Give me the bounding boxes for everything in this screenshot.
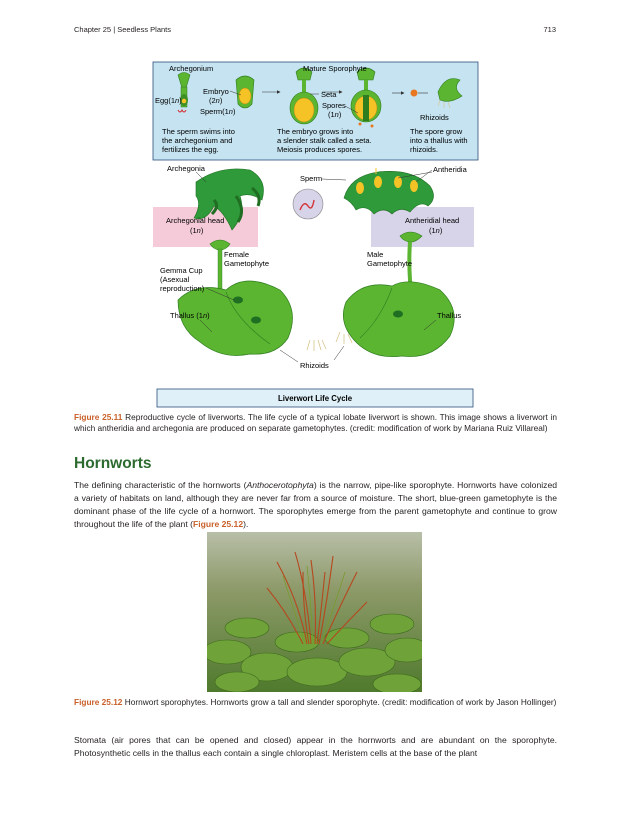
rhizoids-illustration [307, 332, 352, 351]
label-sperm-lower: Sperm [300, 174, 323, 183]
paragraph-hornworts [74, 479, 557, 531]
label-sperm-top: Sperm(1n) [200, 107, 236, 116]
label-thallus-right: Thallus [437, 311, 462, 320]
label-rhizoids-lower: Rhizoids [300, 361, 329, 370]
label-archegonial-ploidy: (1n) [190, 226, 204, 235]
label-seta: Seta [321, 90, 337, 99]
label-antheridia: Antheridia [433, 165, 467, 174]
step-text-fertilization: The sperm swims into the archegonium and fertilizes the egg. [162, 127, 235, 154]
label-antheridial-ploidy: (1n) [429, 226, 443, 235]
para-text: ). [243, 519, 249, 529]
male-gametophyte [343, 232, 454, 357]
label-egg: Egg(1n) [155, 96, 182, 105]
figure-25-11-caption [74, 412, 557, 434]
para-text: ) is the narrow, pipe-like sporophyte. Hornworts have colonized a variety of habitats on land, although they are never far from a source of moisture. The short, blue-green gametophyte is the dominant phase of the life cycle of a hornwort. The sporophytes emerge from the parent gametophyte and continue to grow throughout the life of the plant ( [74, 480, 558, 529]
caption-text: Reproductive cycle of liverworts. The life cycle of a typical lobate liverwort is shown. This image shows a liverwort in which antheridia and archegonia are produced on separate gametophytes. (credit: modification of work by Mariana Ruiz Villareal) [74, 412, 557, 434]
label-archegonial-head: Archegonial head [166, 216, 225, 225]
label-male-gametophyte: Male Gametophyte [367, 250, 413, 268]
hornwort-photo [207, 532, 422, 692]
label-rhizoids-top: Rhizoids [420, 113, 449, 122]
page-number: 713 [543, 25, 556, 34]
label-embryo-ploidy: (2n) [209, 96, 223, 105]
figure-link[interactable]: Figure 25.12 [192, 519, 244, 529]
paragraph-stomata: Stomata (air pores that can be opened and closed) appear in the hornworts and are abundant on the sporophyte. Photosynthetic cells in the thallus each contain a single chloroplast. Meristem cells at the base of the plant [74, 735, 557, 758]
label-archegonia: Archegonia [167, 164, 205, 173]
label-mature-sporophyte: Mature Sporophyte [303, 64, 367, 73]
chapter-title: Chapter 25 | Seedless Plants [74, 25, 172, 34]
caption-text: Hornwort sporophytes. Hornworts grow a tall and slender sporophyte. (credit: modification of work by Jason Hollinger) [122, 697, 557, 707]
sperm-magnified [293, 189, 323, 219]
para-text: The defining characteristic of the hornworts ( [74, 480, 247, 490]
label-archegonium: Archegonium [169, 64, 214, 73]
figure-label: Figure 25.11 [74, 412, 123, 422]
antheridial-head-box [371, 207, 474, 247]
step-text-spore-growth: The spore grow into a thallus with rhizoids. [410, 127, 468, 154]
figure-25-12-caption [74, 697, 557, 708]
diagram-title: Liverwort Life Cycle [277, 394, 353, 403]
label-antheridial-head: Antheridial head [405, 216, 460, 225]
label-spores-ploidy: (1n) [328, 110, 342, 119]
label-spores: Spores [322, 101, 346, 110]
para-italic-term: Anthocerotophyta [246, 480, 314, 490]
embryo-illustration [236, 76, 254, 108]
label-female-gametophyte: Female Gametophyte [224, 250, 270, 268]
step-text-meiosis: The embryo grows into a slender stalk called a seta. Meiosis produces spores. [277, 127, 372, 154]
label-thallus-left: Thallus (1n) [170, 311, 210, 320]
figure-label: Figure 25.12 [74, 697, 123, 707]
label-gemma-cup: Gemma Cup (Asexual reproduction) [160, 266, 205, 293]
section-heading: Hornworts [74, 455, 152, 472]
label-embryo: Embryo [203, 87, 229, 96]
